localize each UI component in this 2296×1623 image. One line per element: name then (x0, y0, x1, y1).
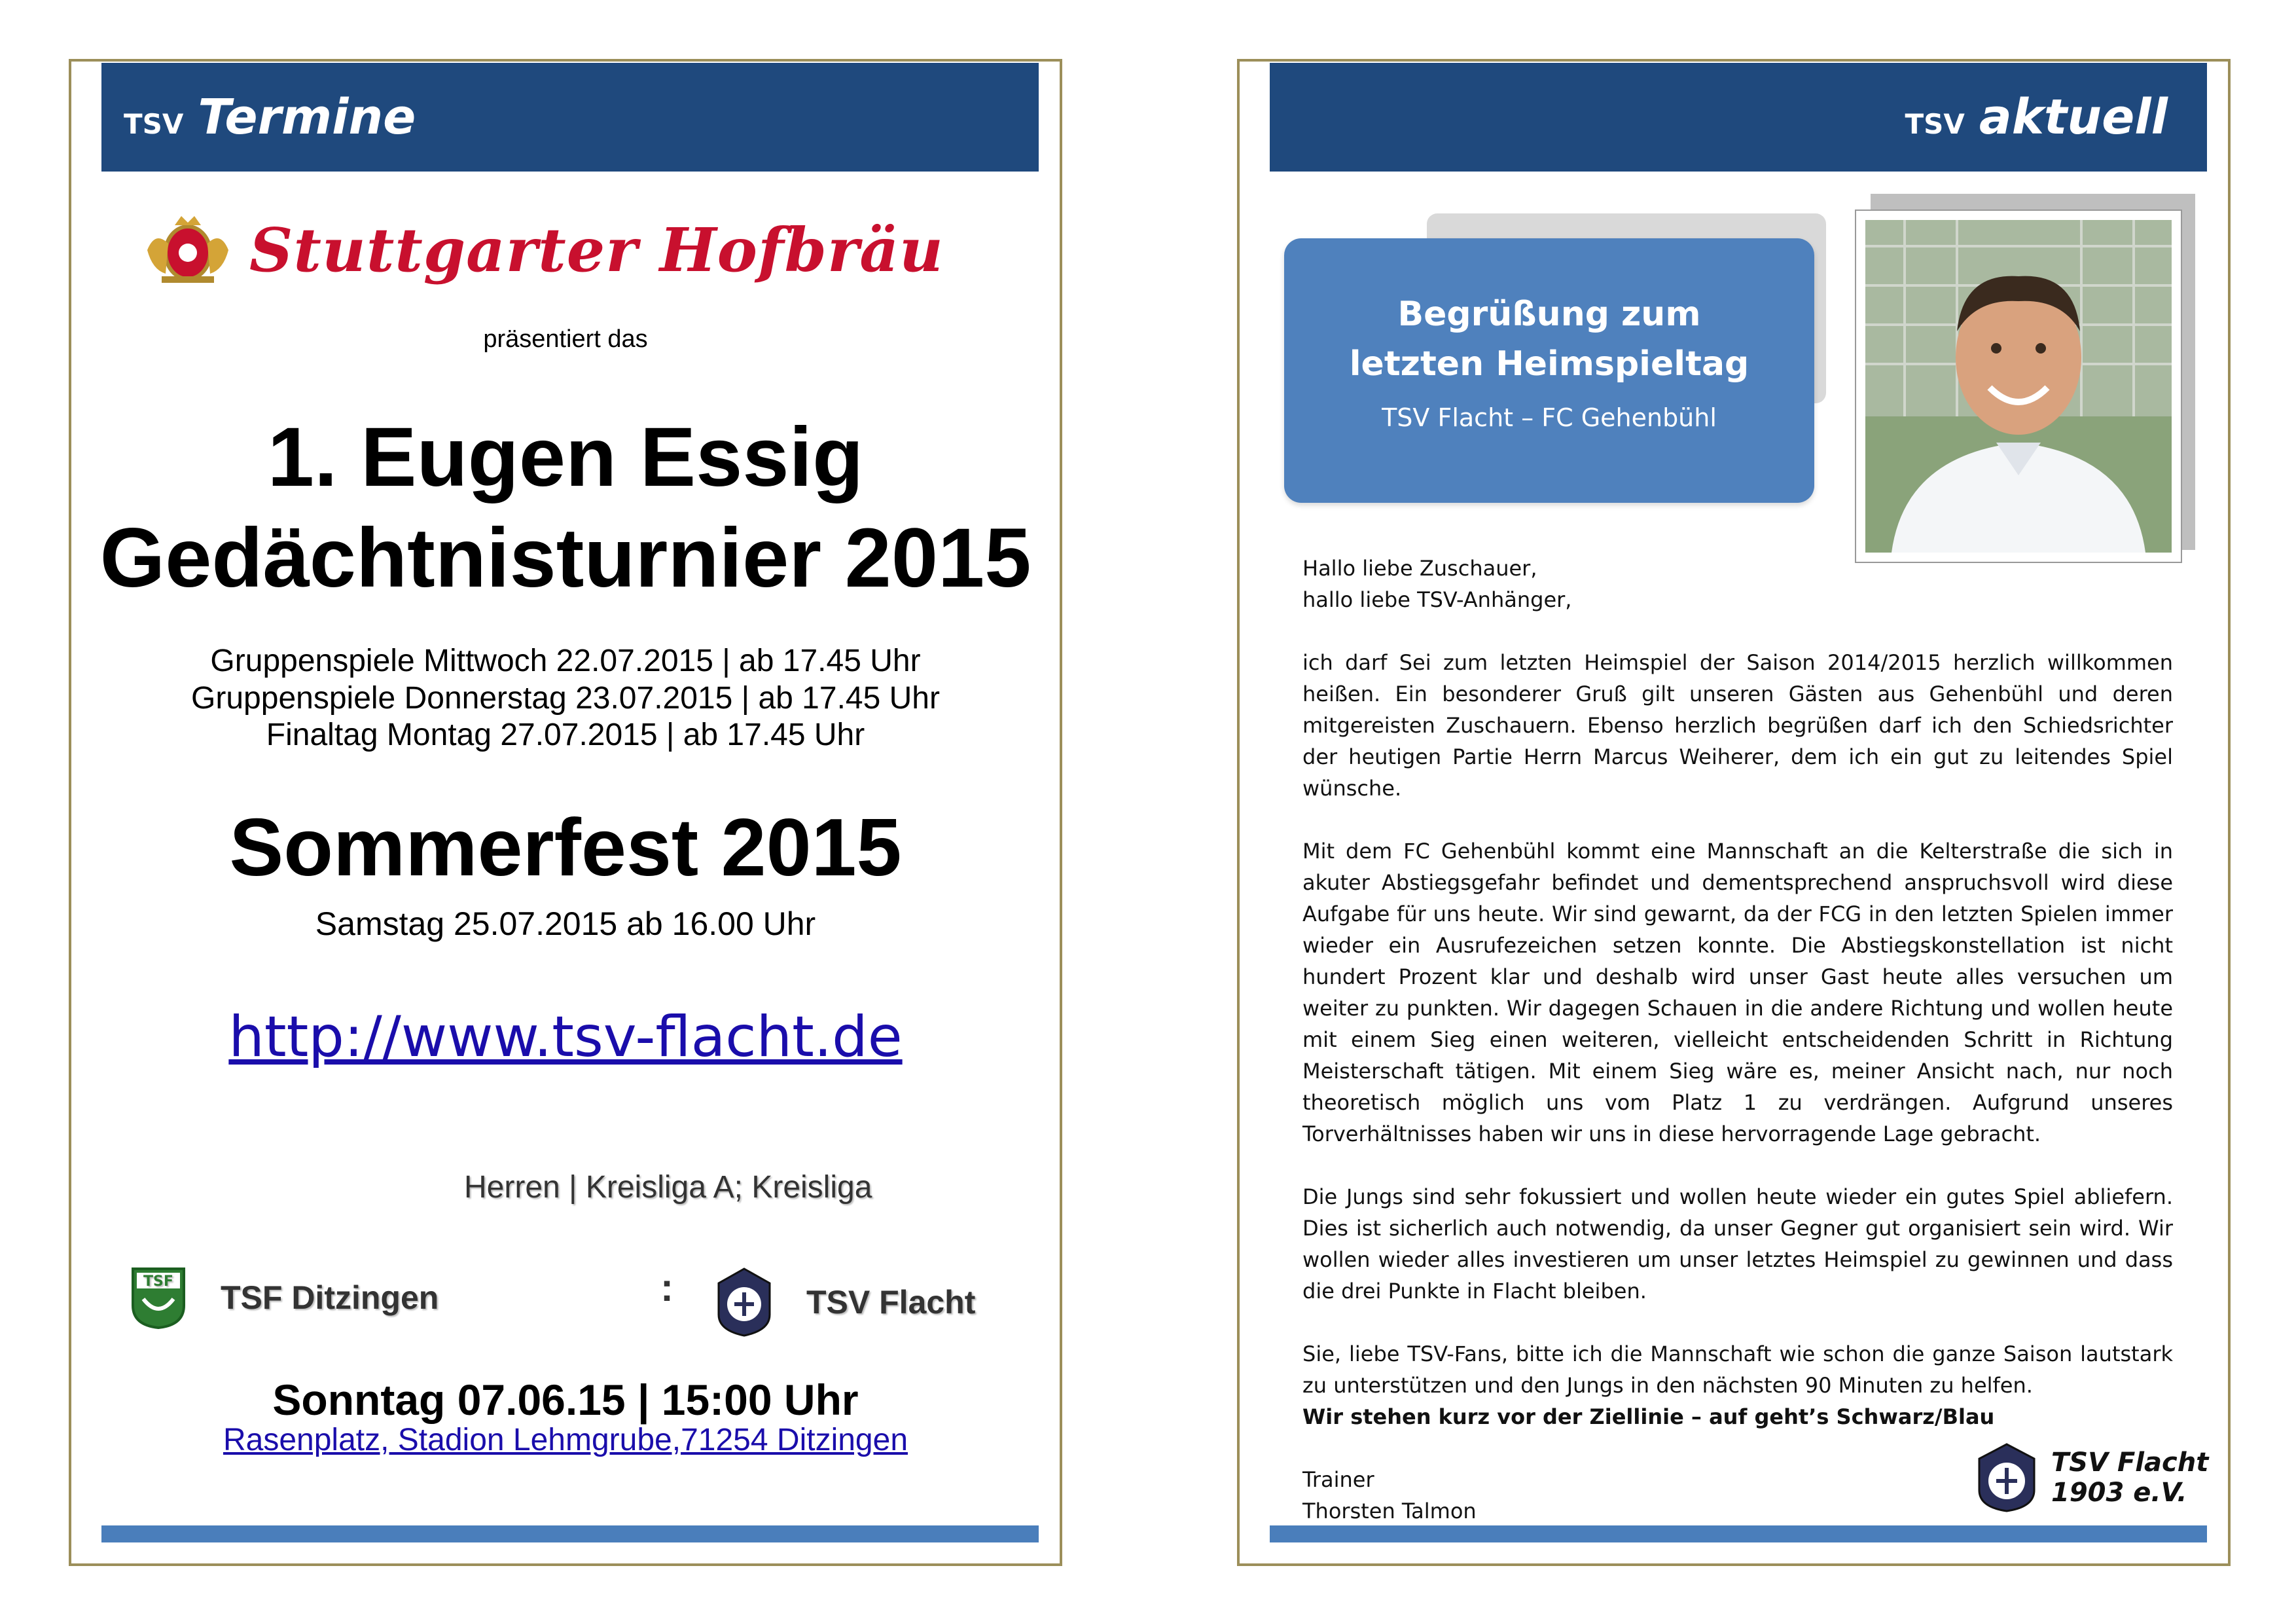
home-team (130, 1266, 439, 1329)
termine-header (101, 63, 1039, 172)
greeting-box (1284, 238, 1814, 503)
crest-icon (142, 211, 234, 289)
header-tsv-label: TSV (124, 108, 184, 140)
tsv-flacht-crest-icon (1975, 1442, 2038, 1514)
tournament-title-line2: Gedächtnisturnier 2015 (99, 511, 1031, 605)
away-team (716, 1266, 975, 1338)
coach-photo (1855, 210, 2182, 563)
match-separator: : (660, 1266, 673, 1309)
letter-body (1302, 553, 2173, 1527)
match-date: Sonntag 07.06.15 | 15:00 Uhr (272, 1376, 859, 1424)
schedule-line: Gruppenspiele Mittwoch 22.07.2015 | ab 17.45 Uhr (210, 644, 921, 678)
footer-bar (1270, 1525, 2207, 1542)
letter-paragraph: ich darf Sei zum letzten Heimspiel der Saison 2014/2015 herzlich willkommen heißen. Ein besonderer Gruß gilt unseren Gästen aus Gehenbühl und deren mitgereisten Zuschauern. Ebenso herzlich begrüßen darf ich den Schiedsrichter der heutigen Partie Herrn Marcus Weiherer, dem ich ein gut zu leitendes Spiel wünsche. (1302, 650, 2173, 801)
salutation-line: hallo liebe TSV-Anhänger, (1302, 587, 1572, 612)
club-name (2051, 1448, 2208, 1508)
coach-portrait-image (1865, 220, 2172, 553)
left-page (69, 59, 1062, 1566)
tournament-schedule (71, 643, 1060, 754)
sponsor-name: Stuttgarter Hofbräu (249, 215, 944, 285)
greeting-title (1284, 289, 1814, 389)
aktuell-header (1270, 63, 2207, 172)
tournament-title-line1: 1. Eugen Essig (267, 410, 864, 504)
away-team-name: TSV Flacht (806, 1284, 976, 1321)
league-label: Herren | Kreisliga A; Kreisliga (464, 1170, 872, 1205)
schedule-line: Gruppenspiele Donnerstag 23.07.2015 | ab 17.45 Uhr (191, 680, 940, 716)
salutation-line: Hallo liebe Zuschauer, (1302, 556, 1537, 581)
signer-role: Trainer (1302, 1467, 1374, 1492)
letter-closing-bold: Wir stehen kurz vor der Ziellinie – auf geht’s Schwarz/Blau (1302, 1404, 1995, 1429)
tsv-flacht-logo-icon (716, 1266, 772, 1338)
tsf-ditzingen-logo-icon (130, 1266, 187, 1329)
letter-paragraph: Sie, liebe TSV-Fans, bitte ich die Mannschaft wie schon die ganze Saison lautstark zu unterstützen und den Jungs in den nächsten 90 Minuten zu helfen. (1302, 1341, 2173, 1398)
home-team-name: TSF Ditzingen (221, 1279, 439, 1316)
letter-paragraph: Mit dem FC Gehenbühl kommt eine Mannschaft an die Kelterstraße die sich in akuter Abstiegsgefahr befindet und dementsprechend anspruchsvoll wird diese Aufgabe für uns heute. Wir sind gewarnt, da der FCG in den letzten Spielen immer wieder ein Ausrufezeichen setzen konnte. Die Abstiegskonstellation ist nicht hundert Prozent klar und deshalb wird unser Gast heute alles versuchen um weiter zu punkten. Wir dagegen Schauen in die andere Richtung und wollen heute mit einem Sieg einen weiteren, vielleicht entscheidenden Schritt in Richtung Meisterschaft tätigen. Mit einem Sieg wäre es, meiner Ansicht nach, nur noch theoretisch möglich uns vom Platz 1 zu verdrängen. Aufgrund unseres Torverhältnisses haben wir uns in diese hervorragende Lage gebracht. (1302, 839, 2173, 1146)
club-signature (1975, 1442, 2208, 1514)
website-link[interactable]: http://www.tsv-flacht.de (228, 1004, 903, 1070)
sponsor-brand (142, 211, 944, 289)
letter-paragraph: Die Jungs sind sehr fokussiert und wollen heute wieder ein gutes Spiel abliefern. Dies ist sicherlich auch notwendig, da unser Gegner gut organisiert sein wird. Wir wollen wieder alles investieren um unser letztes Heimspiel zu gewinnen und dass die drei Punkte in Flacht bleiben. (1302, 1184, 2173, 1304)
footer-bar (101, 1525, 1039, 1542)
sommerfest-title: Sommerfest 2015 (229, 803, 902, 893)
signer-name: Thorsten Talmon (1302, 1499, 1477, 1523)
tournament-title (71, 407, 1060, 608)
greeting-title-line2: letzten Heimspieltag (1349, 344, 1749, 384)
sommerfest-date: Samstag 25.07.2015 ab 16.00 Uhr (315, 905, 816, 942)
right-page (1237, 59, 2231, 1566)
header-tsv-label: TSV (1905, 108, 1965, 140)
header-title: aktuell (1979, 89, 2168, 145)
club-name-line2: 1903 e.V. (2051, 1478, 2187, 1508)
greeting-subtitle: TSV Flacht – FC Gehenbühl (1382, 403, 1717, 432)
greeting-title-line1: Begrüßung zum (1397, 295, 1701, 334)
tsf-logo-text: TSF (143, 1273, 173, 1290)
presents-text: präsentiert das (483, 325, 648, 353)
club-name-line1: TSV Flacht (2051, 1448, 2209, 1478)
match-venue-link[interactable]: Rasenplatz, Stadion Lehmgrube,71254 Ditzingen (223, 1423, 908, 1457)
schedule-line: Finaltag Montag 27.07.2015 | ab 17.45 Uhr (266, 718, 865, 753)
header-title: Termine (198, 89, 416, 145)
